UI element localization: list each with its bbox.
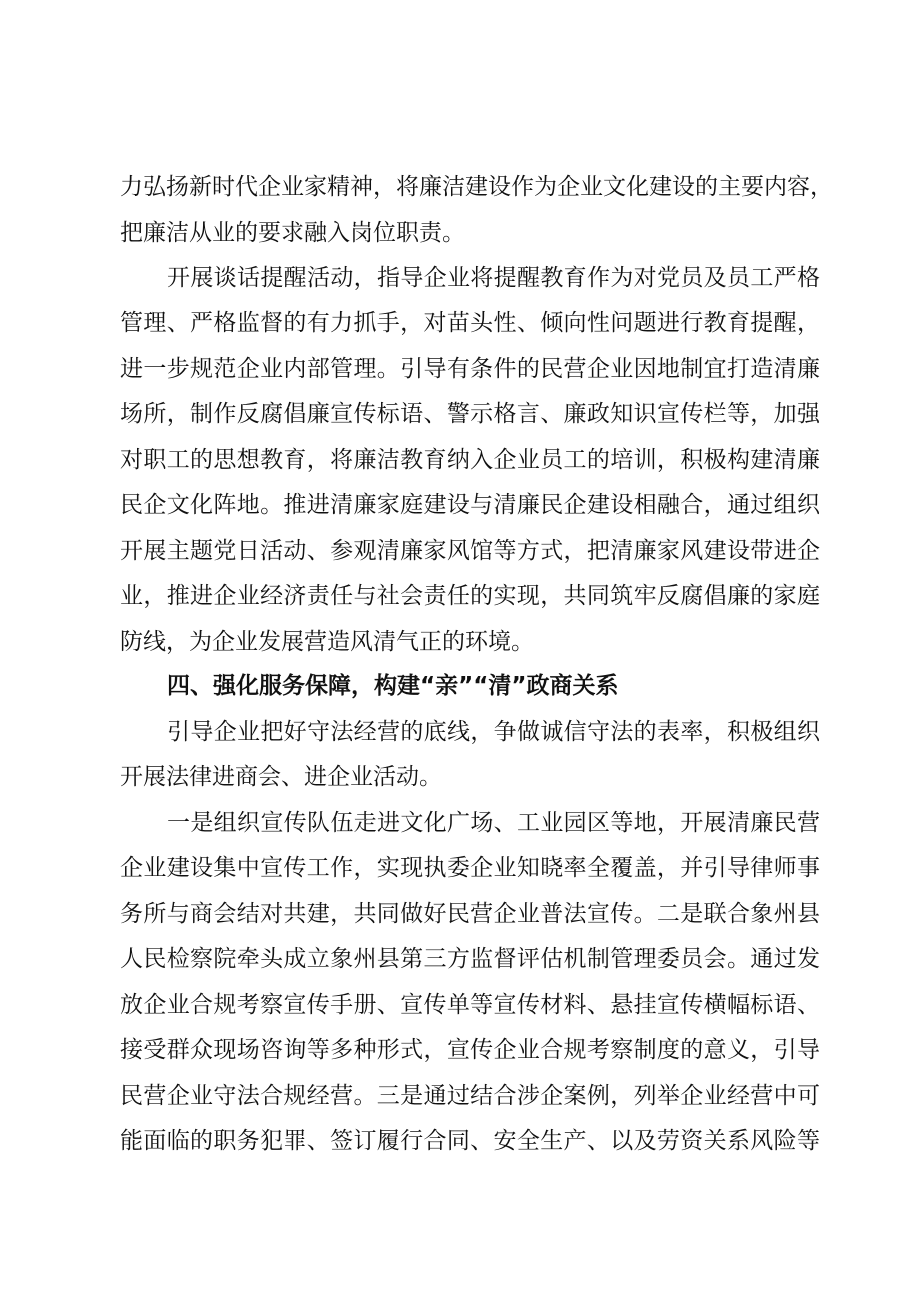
paragraph-line: 把廉洁从业的要求融入岗位职责。 [120, 220, 465, 246]
paragraph-line: 开展谈话提醒活动，指导企业将提醒教育作为对党员及员工严格 [167, 265, 820, 291]
paragraph-line: 人民检察院牵头成立象州县第三方监督评估机制管理委员会。通过发 [120, 946, 820, 972]
paragraph-line: 业，推进企业经济责任与社会责任的实现，共同筑牢反腐倡廉的家庭 [120, 583, 820, 609]
paragraph-line: 一是组织宣传队伍走进文化广场、工业园区等地，开展清廉民营 [167, 810, 820, 836]
section-heading: 四、强化服务保障，构建“亲”“清”政商关系 [167, 673, 619, 699]
paragraph-line: 民营企业守法合规经营。三是通过结合涉企案例，列举企业经营中可 [120, 1083, 820, 1109]
paragraph-line: 力弘扬新时代企业家精神，将廉洁建设作为企业文化建设的主要内容， [120, 174, 833, 200]
paragraph-line: 放企业合规考察宣传手册、宣传单等宣传材料、悬挂宣传横幅标语、 [120, 992, 820, 1018]
paragraph-line: 进一步规范企业内部管理。引导有条件的民营企业因地制宜打造清廉 [120, 356, 820, 382]
paragraph-line: 开展主题党日活动、参观清廉家风馆等方式，把清廉家风建设带进企 [120, 538, 820, 564]
paragraph-line: 场所，制作反腐倡廉宣传标语、警示格言、廉政知识宣传栏等，加强 [120, 401, 820, 427]
paragraph-line: 引导企业把好守法经营的底线，争做诚信守法的表率，积极组织 [167, 719, 820, 745]
paragraph-line: 接受群众现场咨询等多种形式，宣传企业合规考察制度的意义，引导 [120, 1037, 820, 1063]
paragraph-line: 民企文化阵地。推进清廉家庭建设与清廉民企建设相融合，通过组织 [120, 492, 820, 518]
paragraph-line: 企业建设集中宣传工作，实现执委企业知晓率全覆盖，并引导律师事 [120, 855, 820, 881]
paragraph-line: 管理、严格监督的有力抓手，对苗头性、倾向性问题进行教育提醒， [120, 310, 820, 336]
paragraph-line: 对职工的思想教育，将廉洁教育纳入企业员工的培训，积极构建清廉 [120, 447, 820, 473]
paragraph-line: 务所与商会结对共建，共同做好民营企业普法宣传。二是联合象州县 [120, 901, 820, 927]
paragraph-line: 开展法律进商会、进企业活动。 [120, 764, 442, 790]
paragraph-line: 防线，为企业发展营造风清气正的环境。 [120, 629, 534, 655]
paragraph-line: 能面临的职务犯罪、签订履行合同、安全生产、以及劳资关系风险等 [120, 1128, 820, 1154]
